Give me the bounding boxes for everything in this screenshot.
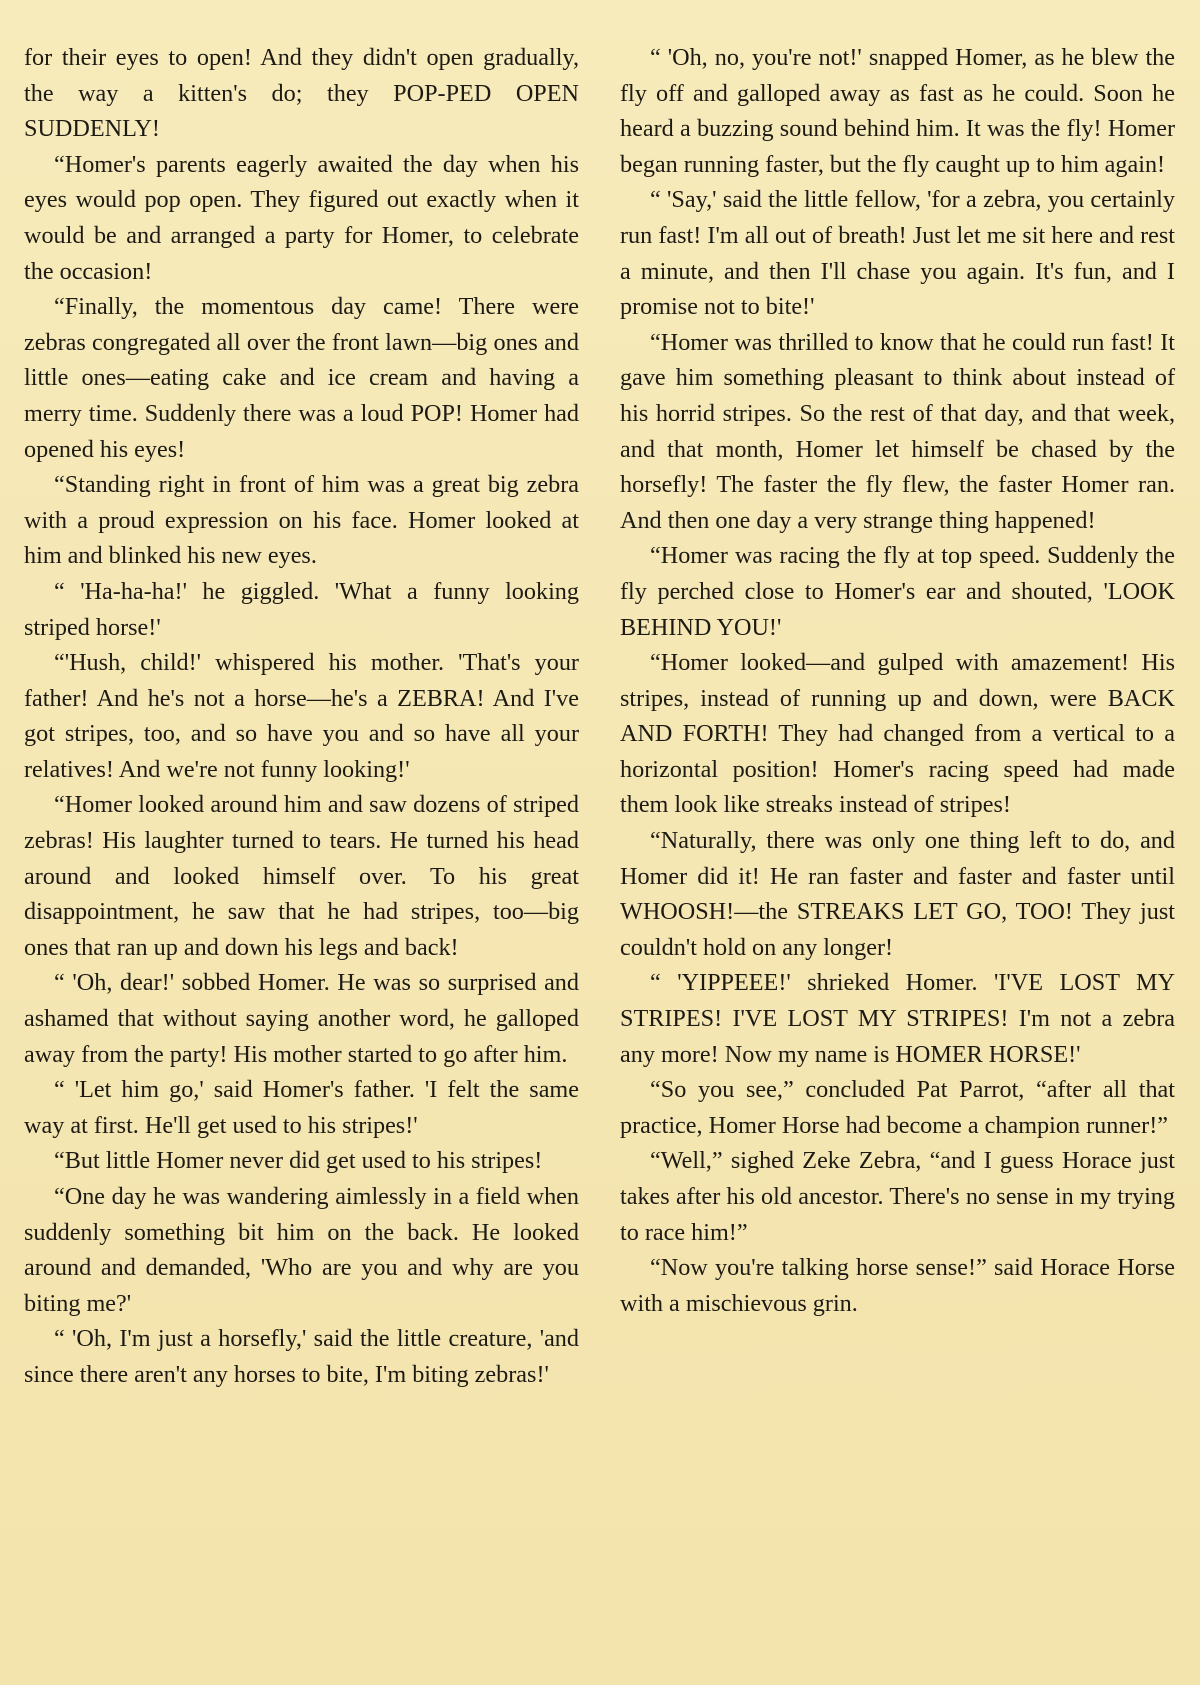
paragraph: “Finally, the momentous day came! There were zebras congregated all over the front lawn—big ones and little ones—eating cake and ice cream and having a merry time. Suddenly there was a loud POP! Homer had opened his eyes!	[24, 293, 579, 463]
paragraph: “'Hush, child!' whispered his mother. 'That's your father! And he's not a horse—he's a ZEBRA! And I've got stripes, too, and so have you and so have all your relatives! And we're not funny looking!'	[24, 649, 579, 783]
paragraph: “Homer was thrilled to know that he could run fast! It gave him something pleasant to think about instead of his horrid stripes. So the rest of that day, and that week, and that month, Homer let himself be chased by the horsefly! The faster the fly flew, the faster Homer ran. And then one day a very strange thing happened!	[620, 328, 1175, 534]
left-text-column	[24, 40, 579, 1393]
paragraph: “Standing right in front of him was a great big zebra with a proud expression on his face. Homer looked at him and blinked his new eyes.	[24, 471, 579, 570]
paragraph: “ 'Say,' said the little fellow, 'for a zebra, you certainly run fast! I'm all out of breath! Just let me sit here and rest a minute, and then I'll chase you again. It's fun, and I promise not to bite!'	[620, 186, 1175, 321]
paragraph: “One day he was wandering aimlessly in a field when suddenly something bit him on the back. He looked around and demanded, 'Who are you and why are you biting me?'	[24, 1183, 579, 1317]
paragraph: “Homer looked around him and saw dozens of striped zebras! His laughter turned to tears. He turned his head around and looked himself over. To his great disappointment, he saw that he had stripes, too—big ones that ran up and down his legs and back!	[24, 791, 579, 961]
paragraph: “Well,” sighed Zeke Zebra, “and I guess Horace just takes after his old ancestor. There's no sense in my trying to race him!”	[620, 1147, 1175, 1246]
paragraph: “Homer was racing the fly at top speed. Suddenly the fly perched close to Homer's ear and shouted, 'LOOK BEHIND YOU!'	[620, 542, 1175, 641]
paragraph: “ 'Oh, dear!' sobbed Homer. He was so surprised and ashamed that without saying another word, he galloped away from the party! His mother started to go after him.	[24, 969, 579, 1068]
right-text-column	[620, 40, 1175, 1321]
paragraph: “ 'Ha-ha-ha!' he giggled. 'What a funny looking striped horse!'	[24, 577, 579, 641]
paragraph: “But little Homer never did get used to his stripes!	[54, 1147, 543, 1175]
paragraph: “So you see,” concluded Pat Parrot, “after all that practice, Homer Horse had become a champion runner!”	[620, 1076, 1175, 1139]
paragraph: “Homer looked—and gulped with amazement! His stripes, instead of running up and down, were BACK AND FORTH! They had changed from a vertical to a horizontal position! Homer's racing speed had made them look like streaks instead of stripes!	[620, 649, 1175, 819]
paragraph: for their eyes to open! And they didn't open gradually, the way a kitten's do; they POP-PED OPEN SUDDENLY!	[24, 44, 579, 143]
paragraph: “ 'Let him go,' said Homer's father. 'I felt the same way at first. He'll get used to his stripes!'	[24, 1076, 579, 1139]
paragraph: “Naturally, there was only one thing left to do, and Homer did it! He ran faster and faster and faster until WHOOSH!—the STREAKS LET GO, TOO! They just couldn't hold on any longer!	[620, 827, 1175, 961]
paragraph: “ 'YIPPEEE!' shrieked Homer. 'I'VE LOST MY STRIPES! I'VE LOST MY STRIPES! I'm not a zebra any more! Now my name is HOMER HORSE!'	[620, 969, 1175, 1068]
paragraph: “Now you're talking horse sense!” said Horace Horse with a mischievous grin.	[620, 1254, 1175, 1317]
paragraph: “ 'Oh, I'm just a horsefly,' said the little creature, 'and since there aren't any horses to bite, I'm biting zebras!'	[24, 1325, 579, 1388]
paragraph: “ 'Oh, no, you're not!' snapped Homer, as he blew the fly off and galloped away as fast as he could. Soon he heard a buzzing sound behind him. It was the fly! Homer began running faster, but the fly caught up to him again!	[620, 44, 1175, 178]
paragraph: “Homer's parents eagerly awaited the day when his eyes would pop open. They figured out exactly when it would be and arranged a party for Homer, to celebrate the occasion!	[24, 150, 579, 285]
